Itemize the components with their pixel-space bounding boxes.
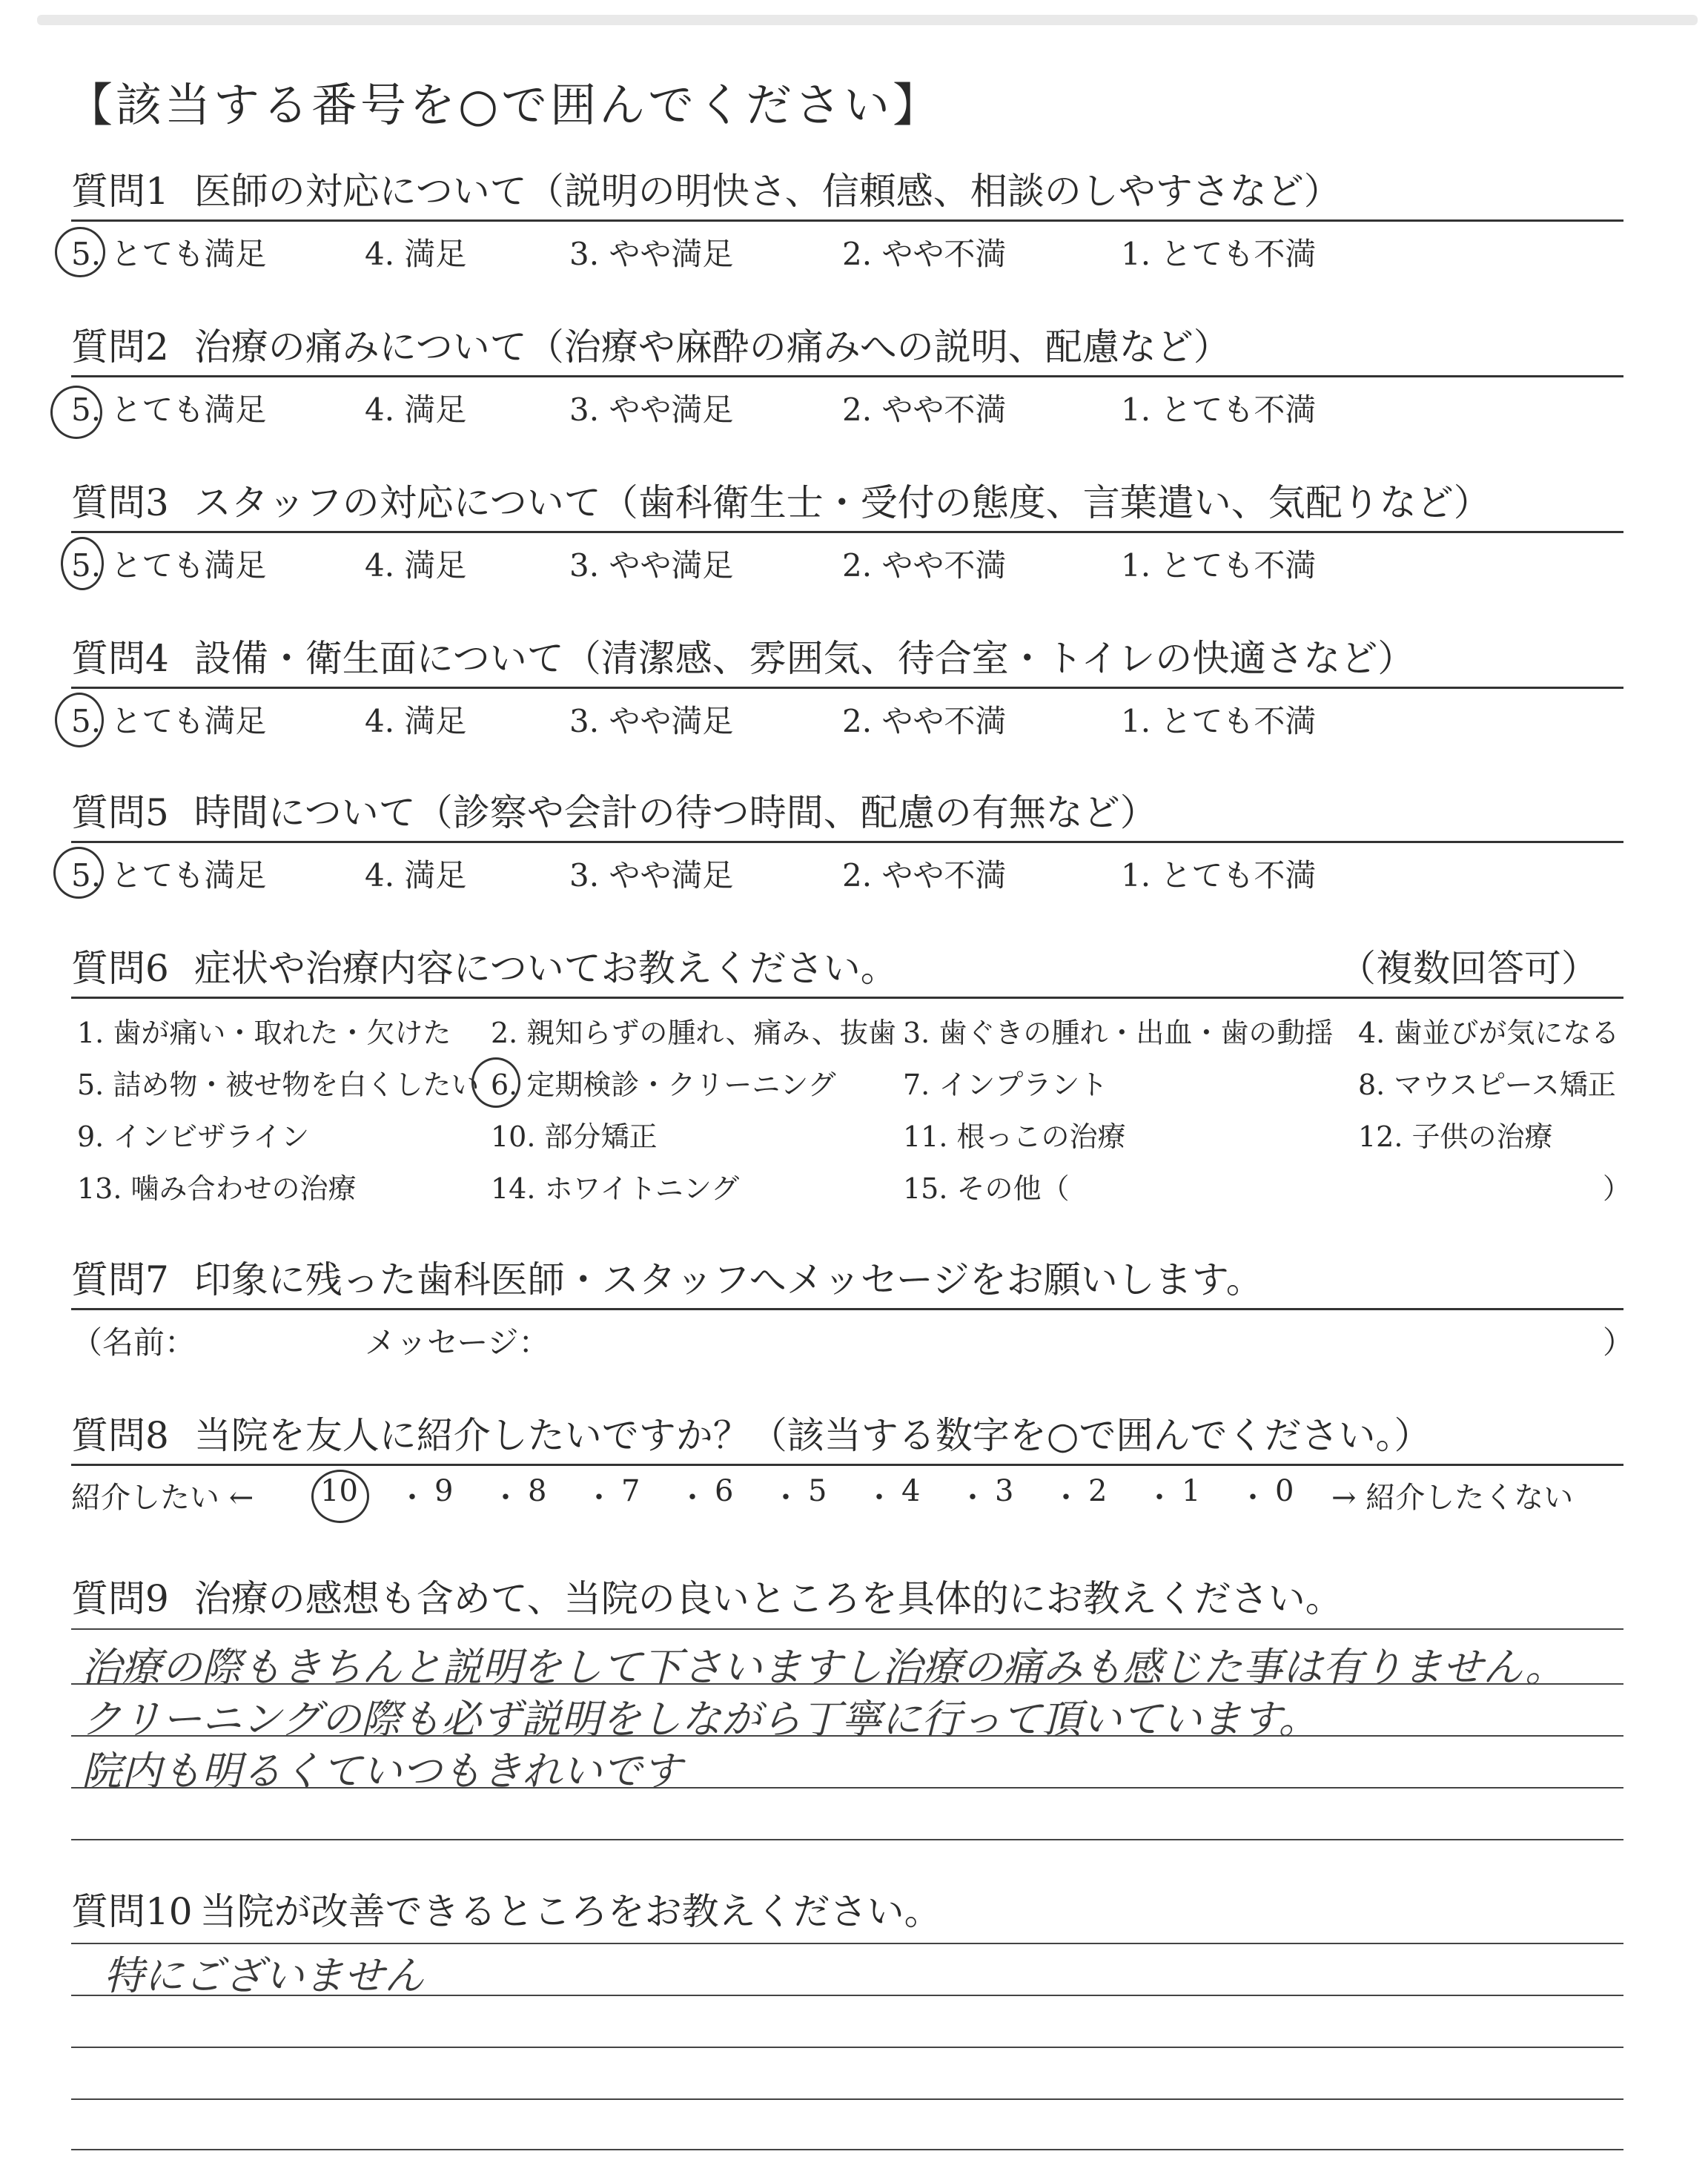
question-1-title [71,165,1621,218]
question-text: 医師の対応について（説明の明快さ、信頼感、相談のしやすさなど） [193,170,1341,213]
recommend-right-label: → 紹介したくない [1331,1481,1574,1515]
option-2[interactable]: 2. やや不満 [842,857,1007,894]
option-4[interactable]: 4. 満足 [365,547,467,584]
question-text: 時間について（診察や会計の待つ時間、配慮の有無など） [193,791,1157,834]
writing-line [71,1839,1623,1840]
question-text: 印象に残った歯科医師・スタッフへメッセージをお願いします。 [193,1258,1263,1301]
scale-separator: ・ [491,1481,520,1515]
question-3 [71,476,1621,529]
option-5[interactable]: 5. とても満足 [71,703,267,739]
divider [71,841,1623,843]
question-4-options [71,691,1621,742]
closing-paren: ） [1603,1172,1632,1205]
question-4 [71,632,1621,685]
name-label: （名前： [71,1324,196,1361]
scale-4[interactable]: 4 [901,1474,921,1508]
message-label: メッセージ： [365,1324,550,1361]
question-number: 質問9 [71,1577,169,1620]
option-4[interactable]: 4. 満足 [365,236,467,272]
option-1[interactable]: 1. とても不満 [1121,857,1317,894]
question-number: 質問6 [71,947,169,990]
divider [71,219,1623,222]
symptom-option[interactable]: 7. インプラント [903,1069,1108,1101]
symptom-option[interactable]: 13. 噛み合わせの治療 [77,1172,357,1205]
option-1[interactable]: 1. とても不満 [1121,236,1317,272]
question-text: 治療の感想も含めて、当院の良いところを具体的にお教えください。 [193,1577,1343,1620]
scan-edge [37,15,1698,25]
option-3[interactable]: 3. やや満足 [569,857,734,894]
option-2[interactable]: 2. やや不満 [842,392,1007,428]
question-9 [71,1572,1621,1625]
writing-line [71,1995,1623,1996]
option-5[interactable]: 5. とても満足 [71,547,267,584]
question-number: 質問2 [71,326,169,369]
scale-9[interactable]: 9 [434,1474,454,1508]
symptom-option[interactable]: 5. 詰め物・被せ物を白くしたい [77,1069,480,1101]
question-3-options [71,535,1621,586]
option-5[interactable]: 5. とても満足 [71,392,267,428]
question-3-title [71,476,1621,529]
question-9-title [71,1572,1621,1625]
scale-separator: ・ [864,1481,894,1515]
option-5[interactable]: 5. とても満足 [71,857,267,894]
writing-line [71,1735,1623,1737]
symptom-option[interactable]: 3. 歯ぐきの腫れ・出血・歯の動揺 [903,1017,1334,1049]
option-1[interactable]: 1. とても不満 [1121,703,1317,739]
question-4-title [71,632,1621,685]
question-text: 治療の痛みについて（治療や麻酔の痛みへの説明、配慮など） [193,326,1231,369]
symptom-option[interactable]: 4. 歯並びが気になる [1358,1017,1620,1049]
question-text: 当院が改善できるところをお教えください。 [199,1890,941,1933]
option-3[interactable]: 3. やや満足 [569,392,734,428]
question-8-scale [71,1468,1621,1520]
symptom-option[interactable]: 14. ホワイトニング [491,1172,740,1205]
writing-line [71,2149,1623,2150]
divider [71,375,1623,377]
question-7 [71,1253,1621,1307]
scale-separator: ・ [397,1481,427,1515]
symptom-option[interactable]: 10. 部分矯正 [491,1120,658,1153]
symptom-option[interactable]: 12. 子供の治療 [1358,1120,1553,1153]
page-heading: 【該当する番号を○で囲んでください】 [67,78,942,132]
question-5-title [71,786,1621,839]
divider [71,1464,1623,1466]
scale-separator: ・ [1145,1481,1174,1515]
divider [71,531,1623,533]
option-2[interactable]: 2. やや不満 [842,703,1007,739]
scale-1[interactable]: 1 [1182,1474,1201,1508]
symptom-option[interactable]: 15. その他（ [903,1172,1070,1205]
symptom-option[interactable]: 11. 根っこの治療 [903,1120,1126,1153]
question-5 [71,786,1621,839]
multiple-answers-note: （複数回答可） [1339,947,1598,990]
scale-separator: ・ [1238,1481,1268,1515]
option-5[interactable]: 5. とても満足 [71,236,267,272]
question-6-options [71,1005,1632,1221]
question-text: 当院を友人に紹介したいですか？（該当する数字を○で囲んでください。） [193,1414,1431,1457]
divider [71,687,1623,689]
question-text: スタッフの対応について（歯科衛生士・受付の態度、言葉遣い、気配りなど） [193,481,1491,524]
scale-2[interactable]: 2 [1088,1474,1108,1508]
writing-line [71,1683,1623,1685]
handwritten-answer-line: 特にございません [104,1952,424,1999]
handwritten-answer-line: 院内も明るくていつもきれいです [82,1748,682,1794]
scale-7[interactable]: 7 [621,1474,640,1508]
question-number: 質問5 [71,791,169,834]
question-8 [71,1409,1621,1462]
question-5-options [71,845,1621,896]
writing-line [71,1787,1623,1789]
question-2-title [71,320,1621,374]
option-3[interactable]: 3. やや満足 [569,547,734,584]
question-text: 症状や治療内容についてお教えください。 [193,947,898,990]
question-text: 設備・衛生面について（清潔感、雰囲気、待合室・トイレの快適さなど） [193,637,1415,680]
question-2-options [71,380,1621,430]
option-2[interactable]: 2. やや不満 [842,236,1007,272]
question-10-title [71,1885,1621,1938]
scale-separator: ・ [584,1481,614,1515]
scale-10[interactable]: 10 [320,1474,358,1508]
handwritten-answer-line: 治療の際もきちんと説明をして下さいますし治療の痛みも感じた事は有りません。 [82,1644,1566,1691]
question-6 [71,942,1621,995]
scale-separator: ・ [958,1481,987,1515]
scale-6[interactable]: 6 [715,1474,734,1508]
question-1 [71,165,1621,218]
symptom-option[interactable]: 8. マウスピース矯正 [1358,1069,1616,1101]
symptom-option[interactable]: 2. 親知らずの腫れ、痛み、抜歯 [491,1017,896,1049]
option-4[interactable]: 4. 満足 [365,703,467,739]
question-number: 質問1 [71,170,169,213]
question-8-title [71,1409,1621,1462]
option-4[interactable]: 4. 満足 [365,392,467,428]
question-number: 質問4 [71,637,169,680]
scale-separator: ・ [771,1481,801,1515]
question-number: 質問8 [71,1414,169,1457]
question-number: 質問10 [71,1890,193,1933]
recommend-left-label: 紹介したい ← [71,1481,254,1515]
writing-line [71,2098,1623,2100]
question-1-options [71,224,1621,274]
symptom-option[interactable]: 9. インビザライン [77,1120,310,1153]
scale-separator: ・ [678,1481,707,1515]
option-4[interactable]: 4. 満足 [365,857,467,894]
scale-3[interactable]: 3 [995,1474,1014,1508]
divider [71,997,1623,999]
scale-5[interactable]: 5 [808,1474,827,1508]
option-3[interactable]: 3. やや満足 [569,236,734,272]
option-1[interactable]: 1. とても不満 [1121,547,1317,584]
question-10 [71,1885,1621,1938]
scale-0[interactable]: 0 [1275,1474,1294,1508]
option-3[interactable]: 3. やや満足 [569,703,734,739]
closing-paren: ） [1603,1324,1635,1361]
writing-line [71,1628,1623,1630]
writing-line [71,2047,1623,2048]
divider [71,1308,1623,1310]
scale-separator: ・ [1051,1481,1081,1515]
question-7-fields [71,1312,1635,1363]
question-2 [71,320,1621,374]
option-2[interactable]: 2. やや不満 [842,547,1007,584]
handwritten-answer-line: クリーニングの際も必ず説明をしながら丁寧に行って頂いています。 [82,1696,1319,1743]
scale-8[interactable]: 8 [528,1474,547,1508]
question-number: 質問7 [71,1258,169,1301]
option-1[interactable]: 1. とても不満 [1121,392,1317,428]
symptom-option[interactable]: 6. 定期検診・クリーニング [491,1069,836,1101]
question-6-title [71,942,1621,995]
question-7-title [71,1253,1621,1307]
question-number: 質問3 [71,481,169,524]
symptom-option[interactable]: 1. 歯が痛い・取れた・欠けた [77,1017,451,1049]
